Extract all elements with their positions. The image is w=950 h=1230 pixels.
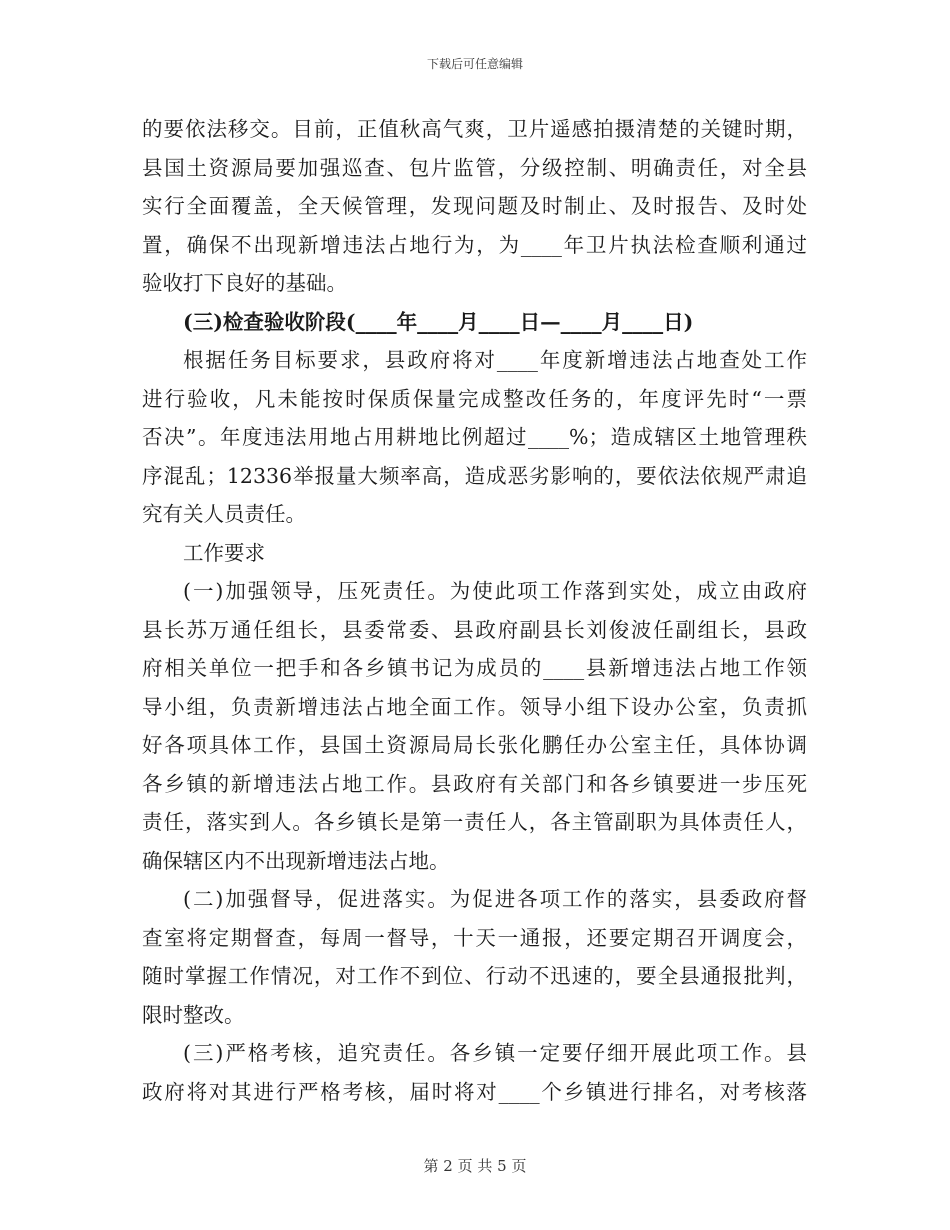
page-footer: 第 2 页 共 5 页 — [423, 1157, 527, 1175]
text-line: 导小组，负责新增违法占地全面工作。领导小组下设办公室，负责抓 — [142, 694, 807, 719]
text-line: 实行全面覆盖，全天候管理，发现问题及时制止、及时报告、及时处 — [142, 194, 807, 218]
text-line: (二)加强督导，促进落实。为促进各项工作的落实，县委政府督 — [183, 887, 807, 911]
text-line: 究有关人员责任。 — [142, 502, 306, 526]
text-line: 政府将对其进行严格考核，届时将对____个乡镇进行排名，对考核落 — [142, 1079, 807, 1104]
text-line: 工作要求 — [183, 540, 265, 565]
text-line: 验收打下良好的基础。 — [142, 271, 347, 295]
text-line: 的要依法移交。目前，正值秋高气爽，卫片遥感拍摄清楚的关键时期， — [142, 117, 807, 141]
text-line: 序混乱；12336举报量大频率高，造成恶劣影响的，要依法依规严肃追 — [142, 463, 807, 488]
text-line: 各乡镇的新增违法占地工作。县政府有关部门和各乡镇要进一步压死 — [142, 771, 807, 796]
text-line: 随时掌握工作情况，对工作不到位、行动不迅速的，要全县通报批判， — [142, 964, 807, 988]
page-header: 下载后可任意编辑 — [426, 57, 523, 71]
text-line: (三)严格考核，追究责任。各乡镇一定要仔细开展此项工作。县 — [183, 1041, 807, 1065]
text-line: (一)加强领导，压死责任。为使此项工作落到实处，成立由政府 — [183, 579, 807, 603]
text-line: 县长苏万通任组长，县委常委、县政府副县长刘俊波任副组长，县政 — [142, 617, 807, 642]
text-line: 置，确保不出现新增违法占地行为，为____年卫片执法检查顺利通过 — [142, 232, 807, 257]
text-line: 限时整改。 — [142, 1002, 245, 1027]
text-line: 查室将定期督查，每周一督导，十天一通报，还要定期召开调度会， — [142, 925, 807, 950]
document-body — [142, 110, 807, 1111]
text-line: 好各项具体工作，县国土资源局局长张化鹏任办公室主任，具体协调 — [142, 733, 807, 757]
section-heading: (三)检查验收阶段(____年____月____日—____月____日) — [183, 309, 694, 334]
text-line: 否决”。年度违法用地占用耕地比例超过____%；造成辖区土地管理秩 — [142, 425, 807, 449]
text-line: 进行验收，凡未能按时保质保量完成整改任务的，年度评先时“一票 — [142, 386, 807, 411]
text-line: 府相关单位一把手和各乡镇书记为成员的____县新增违法占地工作领 — [142, 656, 807, 680]
text-line: 责任，落实到人。各乡镇长是第一责任人，各主管副职为具体责任人， — [142, 810, 807, 834]
text-line: 根据任务目标要求，县政府将对____年度新增违法占地查处工作 — [183, 348, 807, 372]
text-line: 确保辖区内不出现新增违法占地。 — [142, 848, 450, 873]
text-line: 县国土资源局要加强巡查、包片监管，分级控制、明确责任，对全县 — [142, 155, 807, 180]
